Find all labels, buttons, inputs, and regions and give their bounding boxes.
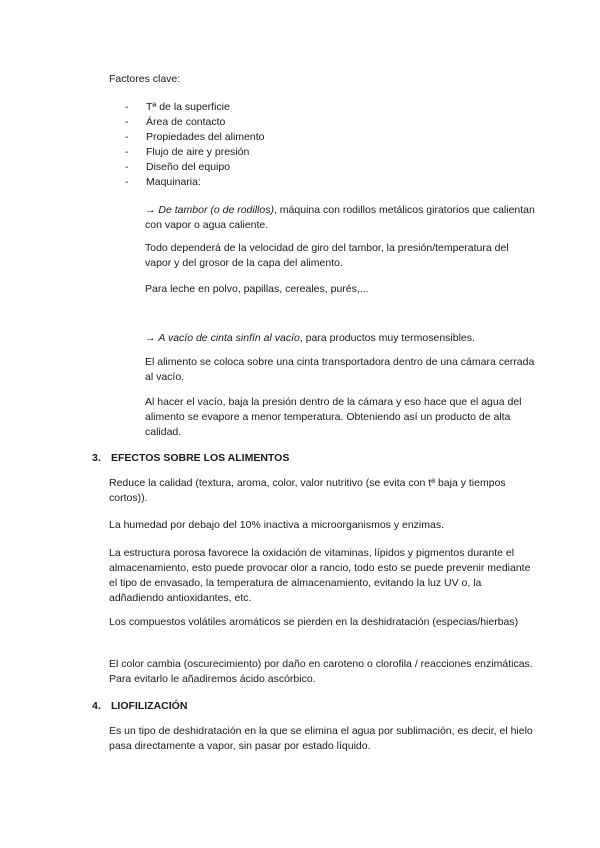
section-number: 4. bbox=[92, 700, 101, 712]
tambor-paragraph: Todo dependerá de la velocidad de giro del tambor, la presión/temperatura del vapor y del grosor de la capa del alimento. bbox=[145, 242, 509, 269]
section-paragraph: Los compuestos volátiles aromáticos se pierden en la deshidratación (especias/hierbas) bbox=[109, 616, 519, 628]
vacio-desc: , para productos muy termosensibles. bbox=[299, 332, 475, 344]
intro-text: Factores clave: bbox=[109, 73, 181, 85]
bullet-dash: - bbox=[125, 131, 129, 143]
section-title: EFECTOS SOBRE LOS ALIMENTOS bbox=[111, 452, 290, 464]
list-item: - Diseño del equipo bbox=[125, 161, 231, 173]
bullet-dash: - bbox=[125, 101, 129, 113]
vacio-paragraph: El alimento se coloca sobre una cinta transportadora dentro de una cámara cerrada al vacío. bbox=[145, 356, 535, 383]
bullet-dash: - bbox=[125, 176, 129, 188]
section-paragraph: Es un tipo de deshidratación en la que se elimina el agua por sublimación, es decir, el hielo pasa directamente a vapor, sin pasar por estado líquido. bbox=[109, 725, 533, 752]
arrow-icon: → bbox=[145, 332, 156, 344]
list-item: - Propiedades del alimento bbox=[125, 131, 265, 143]
tambor-desc: , máquina con rodillos metálicos giratorios que calientan con vapor o agua caliente. bbox=[145, 204, 535, 231]
tambor-uses: Para leche en polvo, papillas, cereales, purés,... bbox=[145, 283, 369, 295]
list-item: - Área de contacto bbox=[125, 116, 226, 128]
bullet-dash: - bbox=[125, 116, 129, 128]
section-heading bbox=[92, 451, 532, 466]
section-paragraph: Reduce la calidad (textura, aroma, color, valor nutritivo (se evita con tª baja y tiempos cortos)). bbox=[109, 477, 506, 504]
factor-list bbox=[109, 100, 529, 190]
list-item: - Tª de la superficie bbox=[125, 101, 230, 113]
section-paragraph: El color cambia (oscurecimiento) por daño en caroteno o clorofila / reacciones enzimáticas. Para evitarlo le añadiremos ácido ascórbico. bbox=[109, 658, 533, 685]
section-heading bbox=[92, 699, 532, 714]
section-paragraph: La humedad por debajo del 10% inactiva a microorganismos y enzimas. bbox=[109, 519, 445, 531]
bullet-dash: - bbox=[125, 161, 129, 173]
list-item: - Flujo de aire y presión bbox=[125, 146, 250, 158]
bullet-dash: - bbox=[125, 146, 129, 158]
section-number: 3. bbox=[92, 452, 101, 464]
vacio-heading bbox=[145, 331, 535, 346]
section-paragraph: La estructura porosa favorece la oxidación de vitaminas, lípidos y pigmentos durante el almacenamiento, esto puede provocar olor a rancio, todo esto se puede prevenir mediante el tipo de envasado, la temperatura de almacenamiento, evitando la luz UV o, la adñadiendo antioxidantes, etc. bbox=[109, 547, 531, 604]
tambor-heading bbox=[145, 203, 535, 233]
arrow-icon: → bbox=[145, 204, 156, 216]
vacio-term: A vacío de cinta sinfín al vacío bbox=[158, 332, 300, 344]
vacio-paragraph: Al hacer el vacío, baja la presión dentro de la cámara y eso hace que el agua del alimento se evapore a menor temperatura. Obteniendo así un producto de alta calidad. bbox=[145, 396, 522, 438]
list-item: - Maquinaria: bbox=[125, 176, 201, 188]
section-title: LIOFILIZACIÓN bbox=[111, 700, 188, 712]
tambor-term: De tambor (o de rodillos) bbox=[158, 204, 274, 216]
